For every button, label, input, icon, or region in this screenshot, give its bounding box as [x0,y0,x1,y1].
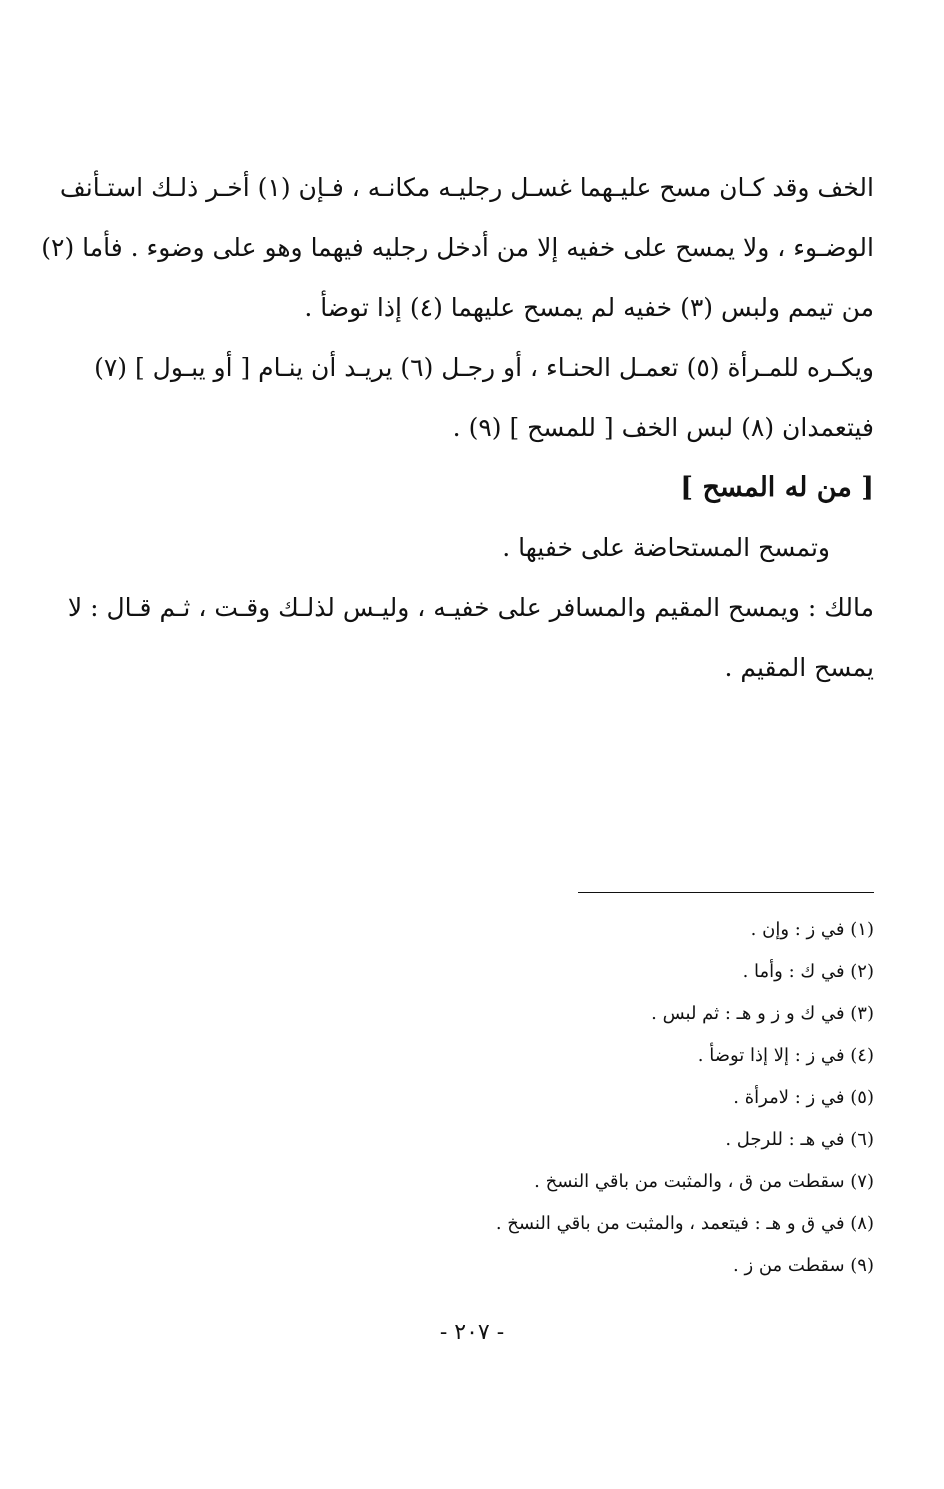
page-number: - ٢٠٧ - [439,1320,505,1345]
text-line: فيتعمدان (٨) لبس الخف [ للمسح ] (٩) . [452,413,874,442]
text-line: وتمسح المستحاضة على خفيها . [502,533,830,562]
footnote-divider [578,892,874,893]
text-line: مالك : ويمسح المقيم والمسافر على خفيـه ، وليـس لذلـك وقـت ، ثـم قـال : لا [67,593,874,622]
footnote: (٢) في ك : وأما . [742,961,874,982]
footnote: (٤) في ز : إلا إذا توضأ . [697,1045,874,1066]
text-line: ويكـره للمـرأة (٥) تعمـل الحنـاء ، أو رجـل (٦) يريـد أن ينـام [ أو يبـول ] (٧) [94,353,874,382]
text-line: من تيمم ولبس (٣) خفيه لم يمسح عليهما (٤) إذا توضأ . [304,293,874,322]
footnote: (٣) في ك و ز و هـ : ثم لبس . [651,1003,874,1024]
footnote: (٧) سقطت من ق ، والمثبت من باقي النسخ . [534,1171,874,1192]
text-line: الوضـوء ، ولا يمسح على خفيه إلا من أدخل رجليه فيهما وهو على وضوء . فأما (٢) [41,233,874,262]
footnote: (١) في ز : وإن . [750,919,874,940]
footnote: (٨) في ق و هـ : فيتعمد ، والمثبت من باقي النسخ . [495,1213,874,1234]
footnote: (٩) سقطت من ز . [733,1255,874,1276]
footnote: (٥) في ز : لامرأة . [733,1087,874,1108]
text-line: يمسح المقيم . [724,653,874,682]
text-line: الخف وقد كـان مسح عليـهما غسـل رجليـه مكانـه ، فـإن (١) أخـر ذلـك استـأنف [59,173,874,202]
footnote: (٦) في هـ : للرجل . [725,1129,874,1150]
section-heading: [ من له المسح ] [680,472,874,503]
